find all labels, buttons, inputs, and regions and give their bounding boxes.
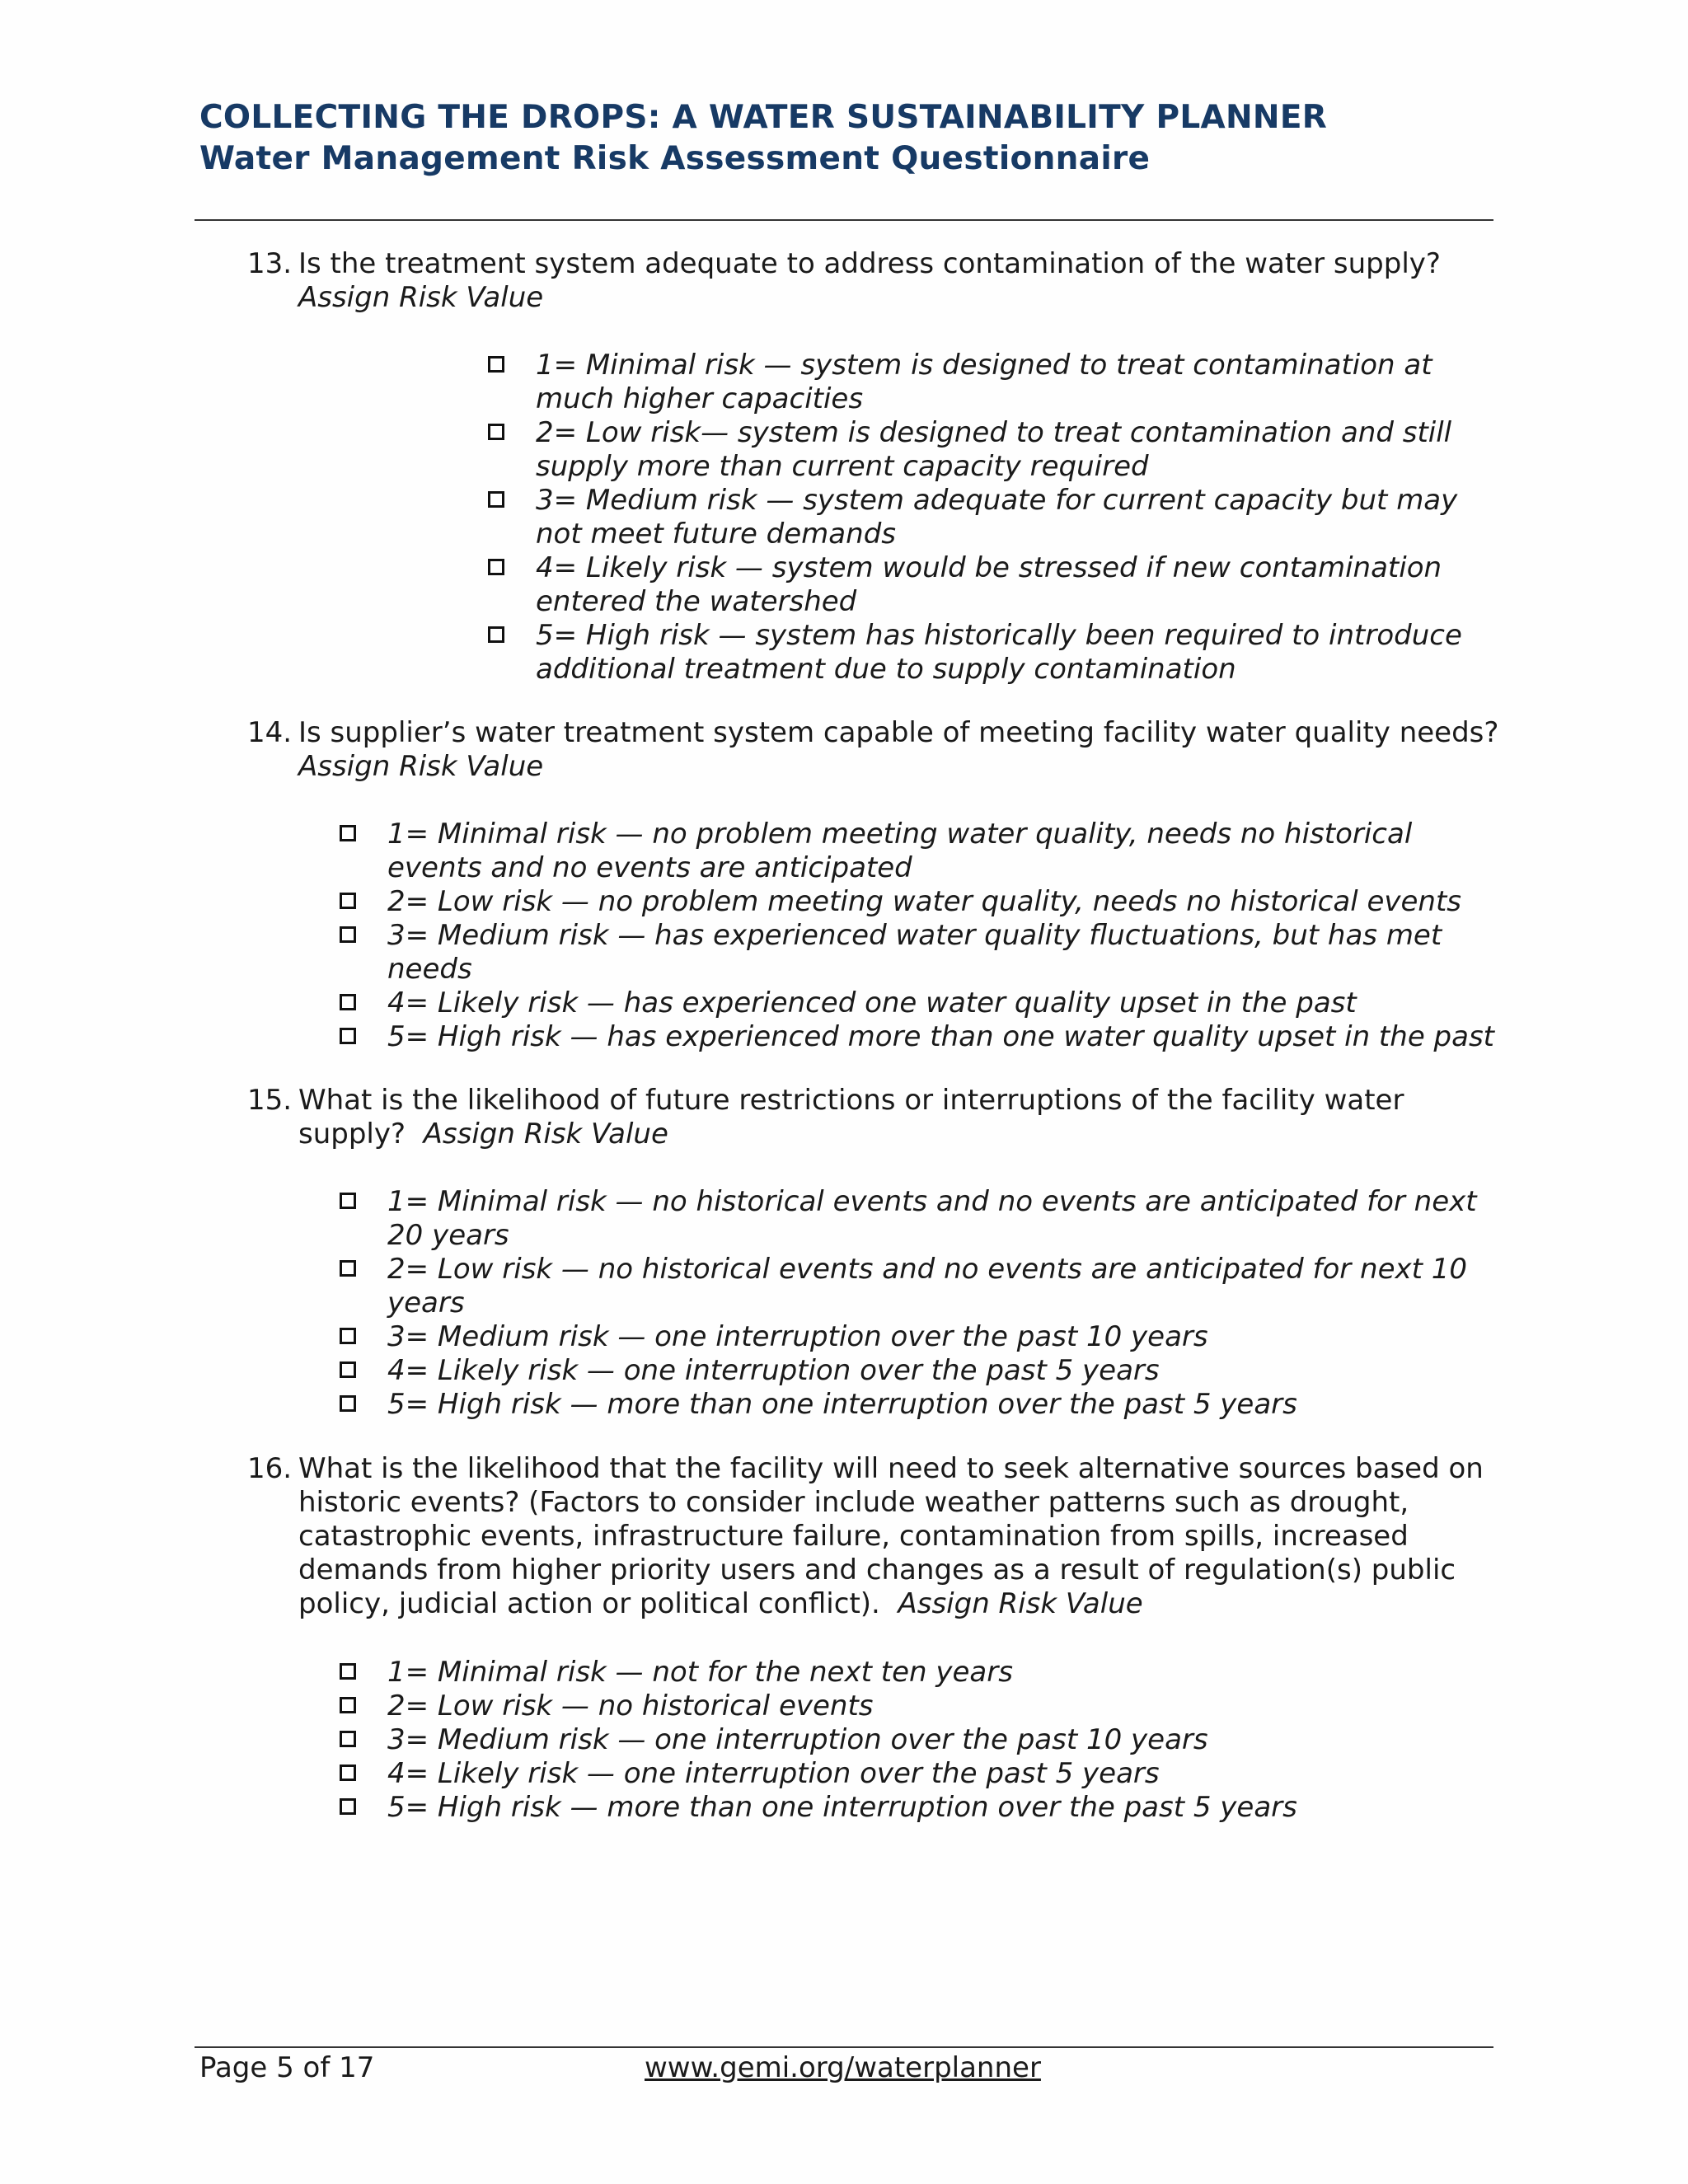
checkbox-icon[interactable] [340, 1193, 356, 1209]
risk-option-3[interactable]: 3= Medium risk — one interruption over the past 10 years [340, 1723, 1510, 1757]
checkbox-icon[interactable] [340, 1798, 356, 1815]
risk-option-2[interactable]: 2= Low risk — no historical events and no events are anticipated for next 10 years [340, 1253, 1510, 1320]
checkbox-icon[interactable] [340, 893, 356, 909]
header-divider [195, 219, 1493, 221]
risk-option-3[interactable]: 3= Medium risk — system adequate for current capacity but may not meet future demands [488, 484, 1477, 551]
checkbox-icon[interactable] [340, 926, 356, 943]
checkbox-icon[interactable] [488, 424, 504, 440]
checkbox-icon[interactable] [488, 356, 504, 373]
header-title: COLLECTING THE DROPS: A WATER SUSTAINABILITY PLANNER [199, 99, 1328, 136]
assign-risk-label: Assign Risk Value [298, 281, 544, 314]
question-14-text [247, 716, 1517, 784]
checkbox-icon[interactable] [340, 1731, 356, 1747]
risk-option-1[interactable]: 1= Minimal risk — no historical events and no events are anticipated for next 20 years [340, 1185, 1510, 1253]
checkbox-icon[interactable] [340, 1328, 356, 1344]
question-prompt: What is the likelihood of future restrictions or interruptions of the facility water [298, 1084, 1404, 1117]
checkbox-icon[interactable] [340, 1697, 356, 1713]
question-14-options [340, 818, 1510, 1054]
question-14 [247, 716, 1517, 784]
checkbox-icon[interactable] [340, 1361, 356, 1378]
footer-divider [195, 2046, 1493, 2048]
assign-risk-label: Assign Risk Value [298, 750, 544, 783]
risk-option-5[interactable]: 5= High risk — more than one interruption over the past 5 years [340, 1791, 1510, 1825]
website-link[interactable]: www.gemi.org/waterplanner [645, 2051, 1041, 2084]
question-number: 16. [247, 1452, 293, 1485]
question-16-text [247, 1452, 1517, 1621]
risk-option-4[interactable]: 4= Likely risk — one interruption over the past 5 years [340, 1757, 1510, 1791]
risk-option-5[interactable]: 5= High risk — has experienced more than one water quality upset in the past [340, 1020, 1510, 1054]
question-prompt-cont: historic events? (Factors to consider include weather patterns such as drought, [298, 1486, 1409, 1519]
checkbox-icon[interactable] [488, 626, 504, 643]
risk-option-2[interactable]: 2= Low risk — no problem meeting water quality, needs no historical events [340, 885, 1510, 919]
question-prompt: Is supplier’s water treatment system capable of meeting facility water quality needs? [298, 716, 1499, 749]
checkbox-icon[interactable] [340, 1028, 356, 1044]
assign-risk-label: Assign Risk Value [898, 1587, 1143, 1620]
question-15-options [340, 1185, 1510, 1422]
question-number: 14. [247, 716, 293, 749]
risk-option-4[interactable]: 4= Likely risk — system would be stressed if new contamination entered the watershed [488, 551, 1477, 619]
question-number: 15. [247, 1084, 293, 1117]
question-15-text [247, 1084, 1500, 1151]
question-16 [247, 1452, 1517, 1621]
risk-option-2[interactable]: 2= Low risk — no historical events [340, 1690, 1510, 1723]
question-prompt-cont: catastrophic events, infrastructure failure, contamination from spills, increased [298, 1520, 1409, 1553]
header-subtitle: Water Management Risk Assessment Questionnaire [199, 140, 1151, 177]
risk-option-5[interactable]: 5= High risk — system has historically been required to introduce additional treatment due to supply contamination [488, 619, 1477, 687]
risk-option-1[interactable]: 1= Minimal risk — no problem meeting water quality, needs no historical events and no events are anticipated [340, 818, 1510, 885]
risk-option-4[interactable]: 4= Likely risk — one interruption over the past 5 years [340, 1354, 1510, 1388]
question-prompt-cont: policy, judicial action or political conflict). [298, 1587, 880, 1620]
question-prompt-cont: demands from higher priority users and changes as a result of regulation(s) public [298, 1554, 1456, 1586]
question-13-options [488, 349, 1477, 687]
checkbox-icon[interactable] [488, 491, 504, 508]
checkbox-icon[interactable] [340, 1765, 356, 1781]
question-13-text [247, 247, 1500, 315]
question-15 [247, 1084, 1500, 1151]
risk-option-3[interactable]: 3= Medium risk — one interruption over the past 10 years [340, 1320, 1510, 1354]
checkbox-icon[interactable] [340, 1663, 356, 1680]
checkbox-icon[interactable] [340, 825, 356, 841]
question-prompt: What is the likelihood that the facility will need to seek alternative sources based on [298, 1452, 1484, 1485]
page-header [199, 97, 1485, 180]
risk-option-4[interactable]: 4= Likely risk — has experienced one water quality upset in the past [340, 987, 1510, 1020]
question-prompt: Is the treatment system adequate to address contamination of the water supply? [298, 247, 1441, 280]
risk-option-5[interactable]: 5= High risk — more than one interruption over the past 5 years [340, 1388, 1510, 1422]
assign-risk-label: Assign Risk Value [423, 1118, 668, 1151]
checkbox-icon[interactable] [340, 994, 356, 1010]
risk-option-2[interactable]: 2= Low risk— system is designed to treat contamination and still supply more than current capacity required [488, 416, 1477, 484]
risk-option-1[interactable]: 1= Minimal risk — not for the next ten years [340, 1656, 1510, 1690]
page-number: Page 5 of 17 [199, 2051, 375, 2084]
question-13 [247, 247, 1500, 315]
risk-option-1[interactable]: 1= Minimal risk — system is designed to treat contamination at much higher capacities [488, 349, 1477, 416]
checkbox-icon[interactable] [488, 559, 504, 575]
question-16-options [340, 1656, 1510, 1825]
checkbox-icon[interactable] [340, 1395, 356, 1412]
risk-option-3[interactable]: 3= Medium risk — has experienced water quality fluctuations, but has met needs [340, 919, 1510, 987]
question-number: 13. [247, 247, 293, 280]
checkbox-icon[interactable] [340, 1260, 356, 1277]
question-prompt-cont: supply? [298, 1118, 406, 1151]
